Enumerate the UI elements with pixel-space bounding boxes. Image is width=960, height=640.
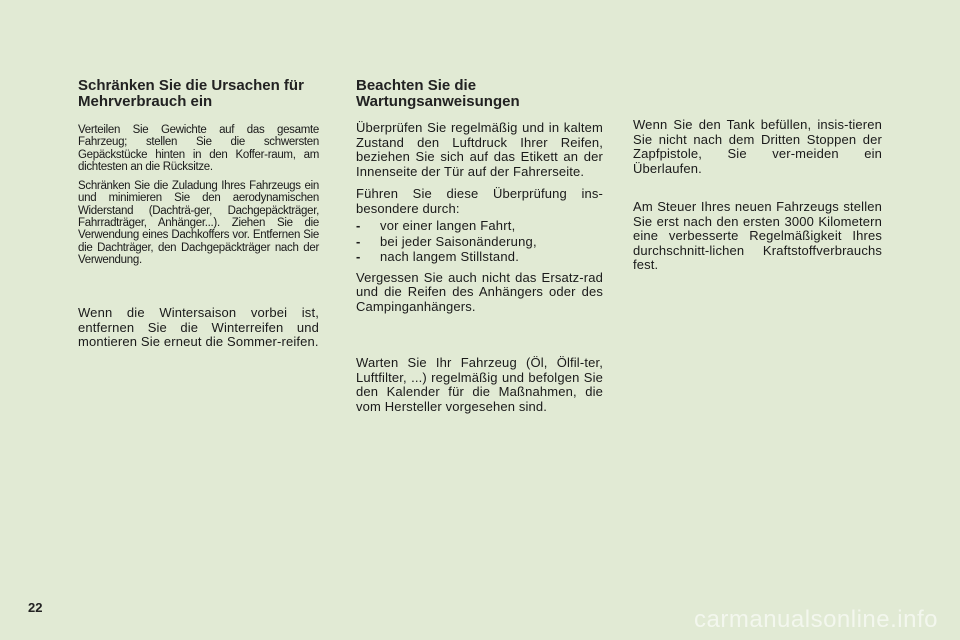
paragraph-zuladung: Schränken Sie die Zuladung Ihres Fahrzeugs ein und minimieren Sie den aerodynamischen Widerstand (Dachträ-ger, Dachgepäckträger, Fahrradträger, Anhänger...). Ziehen Sie die Verwendung eines Dachkoffers vor. Entfernen Sie die Dachträger, den Dachgepäckträger nach der Verwendung. [78,180,319,266]
page-number: 22 [28,600,43,615]
list-item: - nach langem Stillstand. [356,249,520,264]
heading-mehrverbrauch: Schränken Sie die Ursachen für Mehrverbrauch ein [78,77,304,110]
left-column [78,78,319,350]
list-item: - vor einer langen Fahrt, [356,218,516,233]
paragraph-steuer: Am Steuer Ihres neuen Fahrzeugs stellen Sie erst nach den ersten 3000 Kilometern eine verbesserte Regelmäßigkeit Ihres durchschnitt-lichen Kraftstoffverbrauchs fest. [633,199,882,272]
watermark: carmanualsonline.info [694,606,938,633]
paragraph-tank: Wenn Sie den Tank befüllen, insis-tieren Sie nicht nach dem Dritten Stoppen der Zapfpistole, Sie ver-meiden ein Überlaufen. [633,117,882,176]
middle-column [356,78,603,414]
right-column [633,118,882,273]
check-list [356,218,603,265]
paragraph-gewichte: Verteilen Sie Gewichte auf das gesamte Fahrzeug; stellen Sie die schwersten Gepäckstücke hinten in den Koffer-raum, am dichtesten an die Rücksitze. [78,124,319,173]
heading-wartung: Beachten Sie die Wartungsanweisungen [356,77,520,110]
list-item: - bei jeder Saisonänderung, [356,233,537,249]
paragraph-luftdruck: Überprüfen Sie regelmäßig und in kaltem Zustand den Luftdruck Ihrer Reifen, beziehen Sie sich auf das Etikett an der Innenseite der Tür auf der Fahrerseite. [356,120,603,179]
paragraph-ersatzrad: Vergessen Sie auch nicht das Ersatz-rad und die Reifen des Anhängers oder des Campinganhängers. [356,269,603,314]
paragraph-winterreifen: Wenn die Wintersaison vorbei ist, entfernen Sie die Winterreifen und montieren Sie erneut die Sommer-reifen. [78,305,319,350]
paragraph-warten: Warten Sie Ihr Fahrzeug (Öl, Ölfil-ter, Luftfilter, ...) regelmäßig und befolgen Sie den Kalender für die Maßnahmen, die vom Hersteller vorgesehen sind. [356,355,603,414]
paragraph-ueberpruefung: Führen Sie diese Überprüfung ins-besondere durch: [356,186,603,216]
